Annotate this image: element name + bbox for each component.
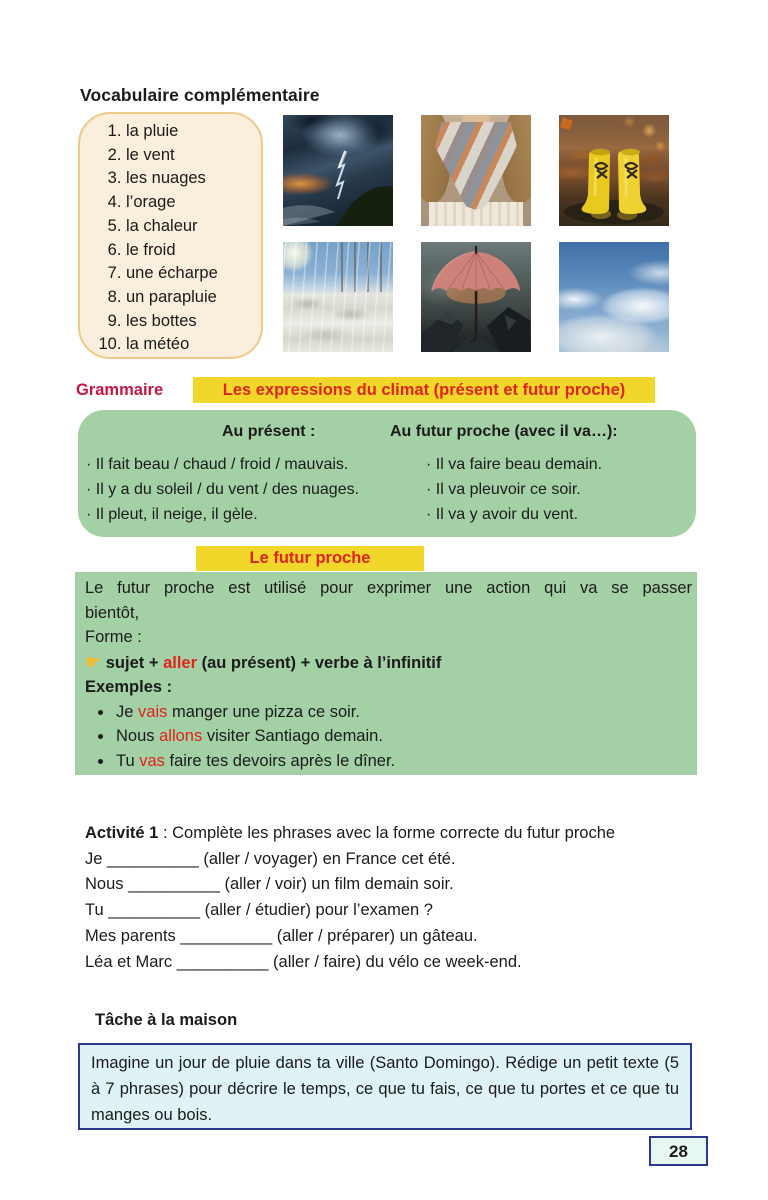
example-item	[114, 724, 692, 749]
fill-in-sentence: Nous __________ (aller / voir) un film demain soir.	[85, 875, 454, 894]
forme-pre: sujet +	[105, 653, 164, 672]
vocab-item: 3. les nuages	[126, 167, 261, 191]
umbrella-photo	[421, 242, 531, 352]
forme-verb: aller	[163, 653, 198, 672]
exemples-label: Exemples :	[85, 678, 173, 696]
fill-in-sentence: Tu __________ (aller / étudier) pour l’examen ?	[85, 901, 433, 920]
vocab-item: 5. la chaleur	[126, 215, 261, 239]
example-verb: allons	[159, 727, 203, 745]
example-verb: vas	[139, 751, 165, 770]
activite-title	[85, 821, 637, 847]
example-item	[114, 749, 692, 774]
climate-expressions-box	[78, 410, 696, 537]
storm-graphic	[283, 115, 393, 226]
futur-header: Au futur proche (avec il va…):	[390, 423, 618, 440]
photo-grid	[283, 115, 669, 352]
vocab-item: 7. une écharpe	[126, 262, 261, 286]
example-verb: vais	[138, 702, 168, 721]
example-pre: Nous	[116, 727, 160, 745]
forme-post: (au présent) + verbe à l’infinitif	[197, 653, 442, 672]
vocab-item: 2. le vent	[126, 144, 261, 168]
forme-label: Forme :	[85, 628, 142, 646]
fill-in-sentence: Je __________ (aller / voyager) en France cet été.	[85, 849, 456, 868]
futur-item: · Il va y avoir du vent.	[426, 506, 579, 523]
rain-streaks	[283, 242, 393, 352]
scarf-graphic	[435, 122, 517, 210]
example-pre: Je	[116, 702, 139, 721]
page-title: Vocabulaire complémentaire	[80, 85, 320, 105]
forme-line	[85, 650, 692, 676]
vocab-item: 8. un parapluie	[126, 286, 261, 310]
example-post: faire tes devoirs après le dîner.	[164, 751, 396, 770]
activite-1-section	[85, 821, 685, 975]
present-header: Au présent :	[222, 423, 316, 440]
example-post: visiter Santiago demain.	[202, 727, 383, 745]
example-post: manger une pizza ce soir.	[167, 702, 360, 721]
present-item: · Il y a du soleil / du vent / des nuages.	[86, 481, 360, 498]
futur-item: · Il va faire beau demain.	[426, 456, 603, 473]
futur-item: · Il va pleuvoir ce soir.	[426, 481, 581, 498]
example-pre: Tu	[116, 751, 140, 770]
vocabulary-box	[78, 112, 263, 359]
vocab-item: 6. le froid	[126, 239, 261, 263]
example-item	[114, 700, 692, 725]
pointing-finger-icon: ☛	[85, 651, 102, 672]
vocab-item: 4. l’orage	[126, 191, 261, 215]
intro-line-1: Le futur proche est utilisé pour exprimer une action qui va se passer	[85, 579, 692, 597]
storm-lightning-photo	[283, 115, 393, 226]
clouds-photo	[559, 242, 669, 352]
futur-column	[426, 452, 602, 527]
climat-banner: Les expressions du climat (présent et futur proche)	[193, 377, 655, 403]
homework-task-text: Imagine un jour de pluie dans ta ville (Santo Domingo). Rédige un petit texte (5 à 7 phrases) pour décrire le temps, ce que tu fais, ce que tu portes et ce que tu manges ou bois.	[91, 1054, 679, 1124]
present-column	[86, 452, 359, 527]
rain-on-snow-photo	[283, 242, 393, 352]
umbrella-graphic	[421, 242, 531, 352]
tache-heading: Tâche à la maison	[95, 1011, 238, 1029]
intro-line-2: bientôt,	[85, 603, 140, 622]
futur-proche-box	[75, 572, 697, 775]
boots-graphic	[559, 115, 669, 226]
rain-boots-photo	[559, 115, 669, 226]
vocab-item: 1. la pluie	[126, 120, 261, 144]
present-item: · Il fait beau / chaud / froid / mauvais.	[86, 456, 349, 473]
fill-in-sentence: Mes parents __________ (aller / préparer) un gâteau.	[85, 926, 478, 945]
present-item: · Il pleut, il neige, il gèle.	[86, 506, 258, 523]
vocabulary-list	[80, 120, 261, 357]
vocab-item: 10. la météo	[126, 333, 261, 357]
fill-in-sentence: Léa et Marc __________ (aller / faire) du vélo ce week-end.	[85, 952, 522, 971]
activite-title-bold: Activité 1	[85, 824, 159, 842]
scarf-photo	[421, 115, 531, 226]
futur-proche-banner: Le futur proche	[196, 546, 424, 571]
activite-title-rest: : Complète les phrases avec la forme correcte du futur proche	[158, 824, 616, 842]
vocab-item: 9. les bottes	[126, 310, 261, 334]
examples-list	[85, 700, 692, 774]
homework-task-box	[78, 1043, 692, 1130]
grammaire-label: Grammaire	[76, 381, 164, 399]
page-number: 28	[649, 1136, 708, 1166]
